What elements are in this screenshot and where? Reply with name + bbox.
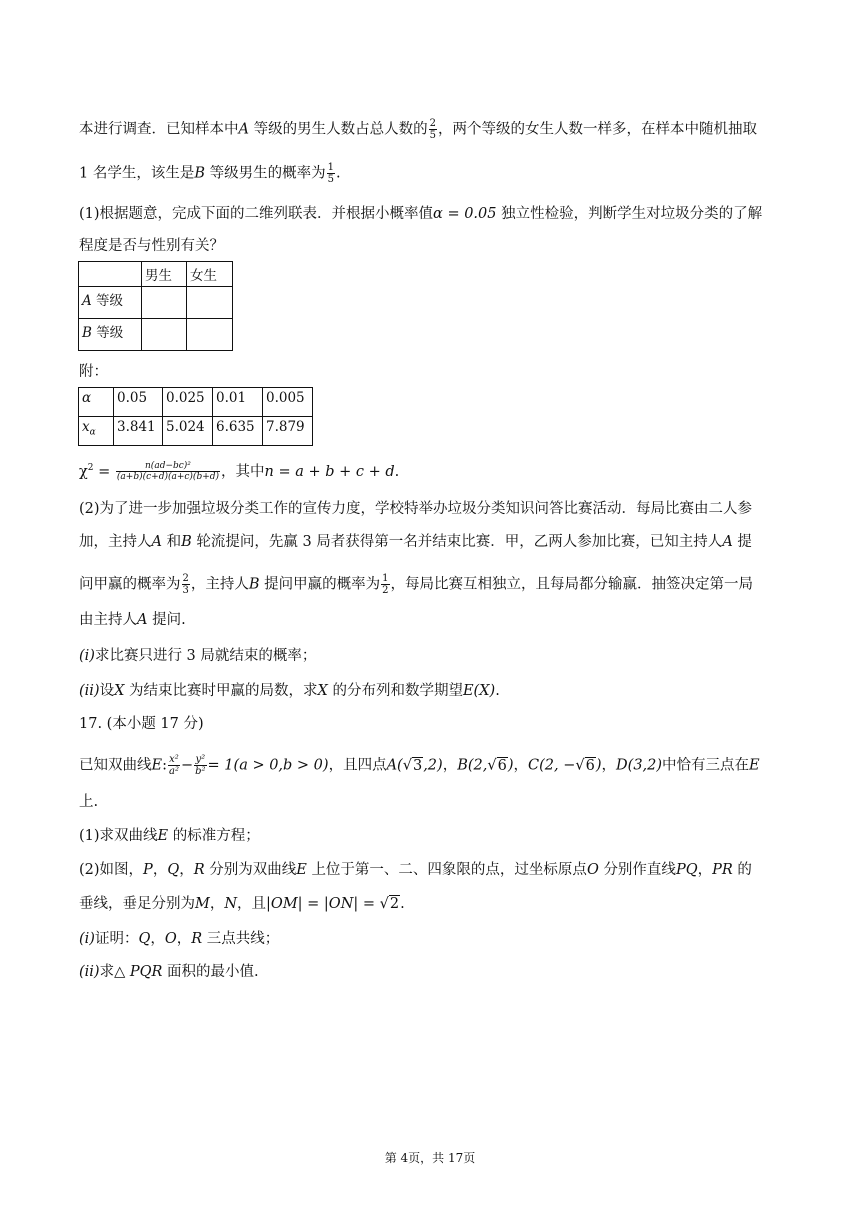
table-cell: 5.024 xyxy=(163,417,213,446)
text-line: 程度是否与性别有关？ xyxy=(79,238,224,254)
text-line: (1)求双曲线E 的标准方程； xyxy=(79,828,260,844)
table-cell: 女生 xyxy=(187,262,233,287)
text-line: 已知双曲线E: $\frac{\text{x²}}{\text{a²}}$ − $\frac{\text{y²}}{\text{b²}}$ = 1(a > 0,b > 0)，且四点A(√3,2)，B(2,√6)，C(2, −√6)，D(3,2)中恰有三点在E xyxy=(79,754,760,777)
text-line: 问甲赢的概率为 $\frac{2}{3}$ ，主持人B 提问甲赢的概率为 $\frac{1}{2}$ ，每局比赛互相独立，且每局都分输赢．抽签决定第一局 xyxy=(79,573,754,596)
table-row xyxy=(79,287,233,319)
table-cell: 0.025 xyxy=(163,388,213,417)
page-footer: 第 4页，共 17页 xyxy=(384,1151,476,1165)
text-line: (ii)求△ PQR 面积的最小值. xyxy=(79,964,259,980)
table-cell-empty xyxy=(187,287,233,319)
chi-square-formula: $\chi^2$ = $\frac{\text{n(ad−bc)²}}{(a+b)(c+d)(a+c)(b+d)}$ ，其中n = a + b + c + d. xyxy=(79,461,400,483)
text-line: 由主持人A 提问. xyxy=(79,612,186,628)
text-line: 上. xyxy=(79,794,99,810)
table-cell: $x_\alpha$ xyxy=(79,417,114,446)
table-cell: 0.005 xyxy=(263,388,313,417)
table-cell: 3.841 xyxy=(114,417,163,446)
table-cell-empty xyxy=(142,319,187,351)
table-cell: A 等级 xyxy=(79,287,142,319)
text-line: 垂线，垂足分别为M，N，且|OM| = |ON| = √2. xyxy=(79,896,405,912)
fraction: $\frac{\text{n(ad−bc)²}}{(a+b)(c+d)(a+c)(b+d)}$ xyxy=(116,461,220,483)
text-line: 加，主持人A 和B 轮流提问，先赢 3 局者获得第一名并结束比赛．甲，乙两人参加比赛，已知主持人A 提 xyxy=(79,534,752,550)
fraction: $\frac{1}{2}$ xyxy=(382,573,389,596)
text-line: (i)求比赛只进行 3 局就结束的概率； xyxy=(79,648,317,664)
text-line: 1 名学生，该生是B 等级男生的概率为 $\frac{1}{5}$ . xyxy=(79,162,341,185)
table-row xyxy=(79,262,233,287)
table-cell: α xyxy=(79,388,114,417)
fraction: $\frac{\text{x²}}{\text{a²}}$ xyxy=(168,754,179,777)
table-cell: 7.879 xyxy=(263,417,313,446)
table-cell: 0.05 xyxy=(114,388,163,417)
table-row xyxy=(79,319,233,351)
contingency-table xyxy=(78,261,233,351)
table-cell-empty xyxy=(142,287,187,319)
text-line: (2)为了进一步加强垃圾分类工作的宣传力度，学校特举办垃圾分类知识问答比赛活动．每局比赛由二人参 xyxy=(79,501,753,517)
text-line: (i)证明：Q，O，R 三点共线； xyxy=(79,931,280,947)
fraction: $\frac{2}{5}$ xyxy=(429,118,436,141)
text-line: (1)根据题意，完成下面的二维列联表．并根据小概率值α = 0.05 独立性检验，判断学生对垃圾分类的了解 xyxy=(79,206,763,222)
fraction: $\frac{1}{5}$ xyxy=(327,162,334,185)
table-row xyxy=(79,388,313,417)
table-cell-empty xyxy=(187,319,233,351)
table-cell: 0.01 xyxy=(213,388,263,417)
critical-value-table xyxy=(78,387,313,446)
table-cell: 男生 xyxy=(142,262,187,287)
table-cell: B 等级 xyxy=(79,319,142,351)
table-cell: 6.635 xyxy=(213,417,263,446)
text-line: (ii)设X 为结束比赛时甲赢的局数，求X 的分布列和数学期望E(X). xyxy=(79,683,500,699)
fraction: $\frac{2}{3}$ xyxy=(182,573,189,596)
question-17-title: 17. (本小题 17 分) xyxy=(79,716,204,732)
text-line: 本进行调查．已知样本中A 等级的男生人数占总人数的 $\frac{2}{5}$ ，两个等级的女生人数一样多，在样本中随机抽取 xyxy=(79,118,757,141)
fraction: $\frac{\text{y²}}{\text{b²}}$ xyxy=(195,754,206,777)
table-row xyxy=(79,417,313,446)
text-line: (2)如图，P，Q，R 分别为双曲线E 上位于第一、二、四象限的点，过坐标原点O 分别作直线PQ，PR 的 xyxy=(79,862,752,878)
appendix-label: 附： xyxy=(79,364,108,380)
table-cell xyxy=(79,262,142,287)
